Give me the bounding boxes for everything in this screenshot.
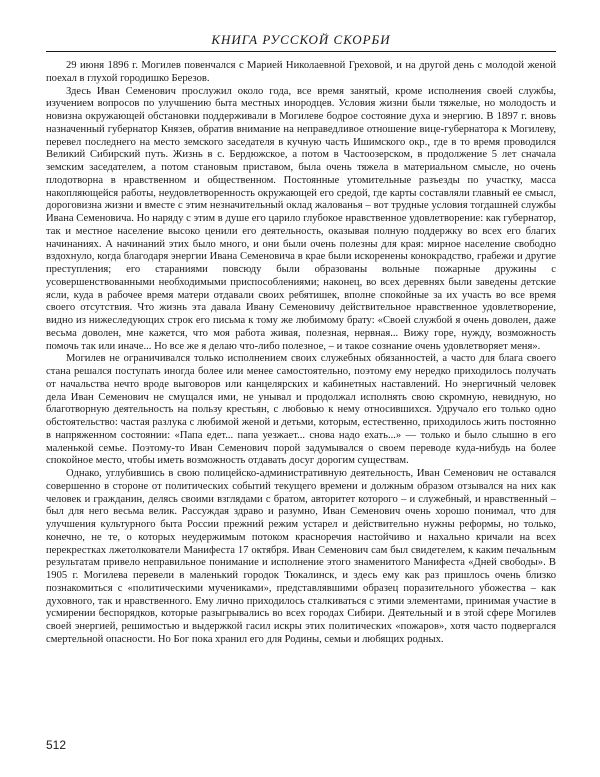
paragraph: Однако, углубившись в свою полицейско-административную деятельность, Иван Семенович не оставался совершенно в стороне от политических событий текущего времени и должным образом отзывался на них как человек и гражданин, делясь своими взглядами с братом, авторитет которого – и служебный, и нравственный – был для него весьма велик. Рассуждая здраво и разумно, Иван Семенович очень хорошо понимал, что для улучшения культурного быта России прежний режим устарел и действительно нужны реформы, но только, конечно, не те, о которых неудержимым потоком красноречия настойчиво и нахально кричали на всех перекрестках лжетолкователи Манифеста 17 октября. Иван Семенович сам был свидетелем, к каким печальным результатам привело неправильное понимание и исполнение этого знаменитого Манифеста «Дней свободы». В 1905 г. Могилева перевели в маленький городок Тюкалинск, и здесь ему как раз пришлось очень близко познакомиться с «политическими мучениками», представлявшими образец поразительного убожества – как духовного, так и нравственного. Ему лично приходилось сталкиваться с этими элементами, принимая участие в усмирении беспорядков, которые разыгрывались во всех городах Сибири. Деятельный и в этой сфере Могилев своей энергией, решимостью и выдержкой гасил искры этих политических «пожаров», хотя часто подвергался смертельной опасности. Но Бог пока хранил его для Родины, семьи и любящих родных. [46, 468, 556, 645]
running-header [46, 30, 556, 52]
paragraph: Могилев не ограничивался только исполнением своих служебных обязанностей, а часто для блага своего стана решался поступать иногда более или менее самостоятельно, поэтому ему нередко приходилось получать от начальства нечто вроде выговоров или канцелярских и кабинетных наставлений. Но энергичный человек дела Иван Семенович не смущался ими, не унывал и продолжал исполнять свою скромную, невидную, но благотворную деятельность на пользу крестьян, с любовью к нему относившихся. Удручало его только одно обстоятельство: частая разлука с любимой женой и детьми, которым, естественно, приходилось жить постоянно в напряженном состоянии: «Папа едет... папа уезжает... снова надо ехать...» — только и было слышно в его маленькой семье. Поэтому-то Иван Семенович порой задумывался о своем переводе куда-нибудь на более спокойное место, чтобы иметь возможность отдавать досуг дорогим существам. [46, 353, 556, 467]
paragraph: 29 июня 1896 г. Могилев повенчался с Марией Николаевной Греховой, и на другой день с молодой женой поехал в глухой городишко Березов. [46, 60, 556, 84]
header-rule [46, 51, 556, 52]
header-title: КНИГА РУССКОЙ СКОРБИ [211, 32, 391, 47]
paragraph: Здесь Иван Семенович прослужил около года, все время занятый, кроме исполнения своей службы, изучением вопросов по улучшению быта местных инородцев. Условия жизни были тяжелые, но молодость и новизна окружающей обстановки поддерживали в Могилеве бодрое состояние духа и энергию. В 1897 г. вновь назначенный губернатор Князев, обратив внимание на неправедливое отношение вице-губернатора к Могилеву, перевел последнего на место земского заседателя в кучную часть Ишимского окр., где в то время проводился Великий Сибирский путь. Жизнь в с. Бердюжское, а потом в Частоозерском, в продолжение 5 лет сначала земским заседателем, а потом становым приставом, была очень тяжела в материальном смысле, но очень плодотворна в нравственном и общественном. Постоянные утомительные разъезды по участку, масса накопляющейся работы, неудовлетворенность окружающей его средой, где карты составляли главный ее смысл, дороговизна жизни и вместе с этим незначительный оклад жалованья – вот трудные условия тогдашней службы Ивана Семеновича. Но наряду с этим в душе его царило глубокое нравственное удовлетворение: как губернатор, так и местное население высоко ценили его деятельность, оказывая полную поддержку во всех его благих начинаниях. А начинаний этих было много, и они были очень полезны для края: мирное население свободно вздохнуло, когда благодаря энергии Ивана Семеновича в крае были искоренены конокрадство, грабежи и другие преступления; его стараниями повсюду были образованы вольные пожарные дружины с усовершенствованными необходимыми приспособлениями; наконец, во всех деревнях были заведены детские ясли, куда в рабочее время матери отдавали своих ребятишек, вполне спокойные за их участь во все время своего отсутствия. Что жизнь эта давала Ивану Семеновичу действительное нравственное удовлетворение, видно из нижеследующих строк его письма к тому же любимому брату: «Своей службой я очень доволен, даже весьма доволен, мне кажется, что моя работа живая, полезная, нервная... Вижу горе, нужду, возможность помочь так или иначе... Но все же я делаю что-либо полезное, – и такое сознание очень удовлетворяет меня». [46, 85, 556, 352]
page-number: 512 [46, 738, 67, 752]
body-text [46, 60, 556, 647]
